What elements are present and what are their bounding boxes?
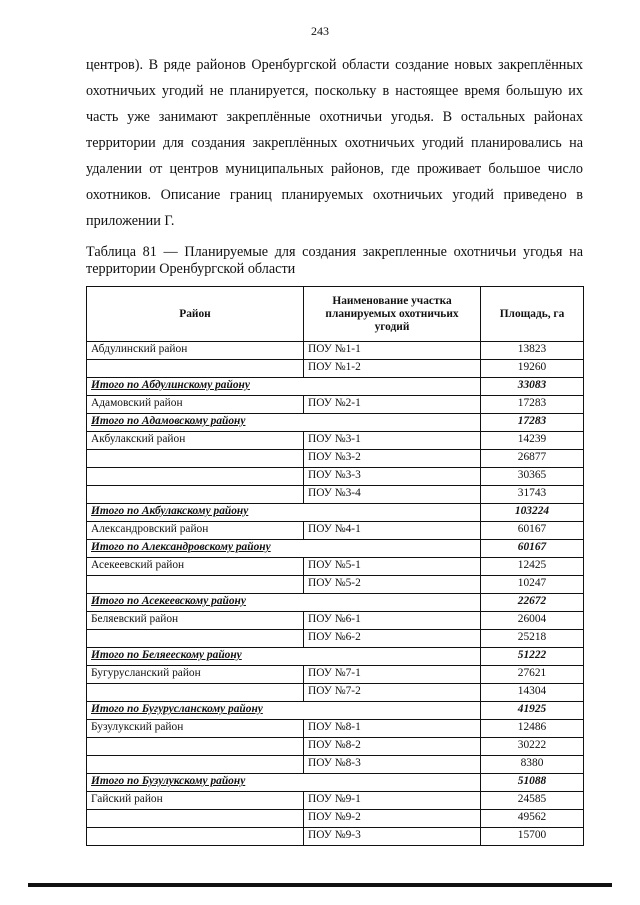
table-row (87, 738, 584, 756)
district-cell (87, 360, 304, 378)
district-cell: Александровский район (87, 522, 304, 540)
plot-cell: ПОУ №9-3 (304, 828, 481, 846)
table-row (87, 468, 584, 486)
table-total-row (87, 774, 584, 792)
table-row (87, 810, 584, 828)
table-row (87, 792, 584, 810)
total-label: Итого по Бузулукскому району (87, 774, 481, 792)
total-label: Итого по Беляеескому району (87, 648, 481, 666)
table-row (87, 612, 584, 630)
table-header-row (87, 287, 584, 342)
table-total-row (87, 594, 584, 612)
total-area: 22672 (481, 594, 584, 612)
area-cell: 60167 (481, 522, 584, 540)
plot-cell: ПОУ №1-2 (304, 360, 481, 378)
total-label: Итого по Акбулакскому району (87, 504, 481, 522)
total-label: Итого по Асекеевскому району (87, 594, 481, 612)
page-number: 243 (311, 24, 329, 38)
district-cell: Адамовский район (87, 396, 304, 414)
plot-cell: ПОУ №8-1 (304, 720, 481, 738)
plot-cell: ПОУ №3-4 (304, 486, 481, 504)
district-cell (87, 828, 304, 846)
table-total-row (87, 504, 584, 522)
area-cell: 12425 (481, 558, 584, 576)
plot-cell: ПОУ №1-1 (304, 342, 481, 360)
area-cell: 27621 (481, 666, 584, 684)
area-cell: 10247 (481, 576, 584, 594)
area-cell: 14239 (481, 432, 584, 450)
district-cell: Гайский район (87, 792, 304, 810)
table-body (87, 342, 584, 846)
table-total-row (87, 414, 584, 432)
district-cell: Акбулакский район (87, 432, 304, 450)
table-row (87, 666, 584, 684)
area-cell: 14304 (481, 684, 584, 702)
plot-cell: ПОУ №7-1 (304, 666, 481, 684)
header-area: Площадь, га (481, 287, 584, 342)
table-row (87, 396, 584, 414)
total-area: 60167 (481, 540, 584, 558)
total-area: 51088 (481, 774, 584, 792)
district-cell (87, 738, 304, 756)
table-total-row (87, 648, 584, 666)
district-cell (87, 450, 304, 468)
district-cell: Абдулинский район (87, 342, 304, 360)
table-row (87, 432, 584, 450)
district-cell (87, 684, 304, 702)
total-label: Итого по Александровскому району (87, 540, 481, 558)
district-cell (87, 486, 304, 504)
table-row (87, 522, 584, 540)
area-cell: 8380 (481, 756, 584, 774)
body-paragraph: центров). В ряде районов Оренбургской области создание новых закреплённых охотничьих угодий не планируется, поскольку в настоящее время большую их часть уже занимают закреплённые охотничьи угодья. В остальных районах территории для создания закреплённых охотничьих угодий планировались на удалении от центров муниципальных районов, где проживает большое число охотников. Описание границ планируемых охотничьих угодий приведено в приложении Г. (86, 57, 583, 229)
table-row (87, 342, 584, 360)
plot-cell: ПОУ №8-2 (304, 738, 481, 756)
plot-cell: ПОУ №3-3 (304, 468, 481, 486)
table-row (87, 450, 584, 468)
table-row (87, 720, 584, 738)
plot-cell: ПОУ №9-1 (304, 792, 481, 810)
district-cell: Асекеевский район (87, 558, 304, 576)
header-district: Район (87, 287, 304, 342)
table-row (87, 828, 584, 846)
plot-cell: ПОУ №7-2 (304, 684, 481, 702)
table-total-row (87, 378, 584, 396)
district-cell (87, 630, 304, 648)
plot-cell: ПОУ №3-2 (304, 450, 481, 468)
district-cell: Бугурусланский район (87, 666, 304, 684)
area-cell: 31743 (481, 486, 584, 504)
total-label: Итого по Абдулинскому району (87, 378, 481, 396)
plot-cell: ПОУ №3-1 (304, 432, 481, 450)
table-row (87, 486, 584, 504)
total-area: 33083 (481, 378, 584, 396)
header-plot-name: Наименование участка планируемых охотничьих угодий (304, 287, 481, 342)
plot-cell: ПОУ №9-2 (304, 810, 481, 828)
district-cell (87, 810, 304, 828)
plot-cell: ПОУ №4-1 (304, 522, 481, 540)
hunting-grounds-table (86, 286, 584, 846)
district-cell: Бузулукский район (87, 720, 304, 738)
total-area: 41925 (481, 702, 584, 720)
table-row (87, 756, 584, 774)
district-cell (87, 576, 304, 594)
area-cell: 30222 (481, 738, 584, 756)
area-cell: 25218 (481, 630, 584, 648)
plot-cell: ПОУ №6-2 (304, 630, 481, 648)
area-cell: 26004 (481, 612, 584, 630)
total-area: 103224 (481, 504, 584, 522)
area-cell: 19260 (481, 360, 584, 378)
table-row (87, 630, 584, 648)
district-cell (87, 756, 304, 774)
table-total-row (87, 540, 584, 558)
total-label: Итого по Бугурусланскому району (87, 702, 481, 720)
district-cell (87, 468, 304, 486)
area-cell: 17283 (481, 396, 584, 414)
total-area: 51222 (481, 648, 584, 666)
table-row (87, 684, 584, 702)
table-caption: Таблица 81 — Планируемые для создания закрепленные охотничьи угодья на территории Оренбургской области (86, 244, 583, 277)
total-area: 17283 (481, 414, 584, 432)
area-cell: 12486 (481, 720, 584, 738)
bottom-rule (28, 883, 612, 887)
plot-cell: ПОУ №5-2 (304, 576, 481, 594)
total-label: Итого по Адамовскому району (87, 414, 481, 432)
table-row (87, 576, 584, 594)
plot-cell: ПОУ №2-1 (304, 396, 481, 414)
area-cell: 15700 (481, 828, 584, 846)
area-cell: 13823 (481, 342, 584, 360)
plot-cell: ПОУ №6-1 (304, 612, 481, 630)
area-cell: 49562 (481, 810, 584, 828)
table-total-row (87, 702, 584, 720)
plot-cell: ПОУ №8-3 (304, 756, 481, 774)
table-row (87, 360, 584, 378)
table-row (87, 558, 584, 576)
area-cell: 26877 (481, 450, 584, 468)
area-cell: 24585 (481, 792, 584, 810)
district-cell: Беляевский район (87, 612, 304, 630)
area-cell: 30365 (481, 468, 584, 486)
plot-cell: ПОУ №5-1 (304, 558, 481, 576)
